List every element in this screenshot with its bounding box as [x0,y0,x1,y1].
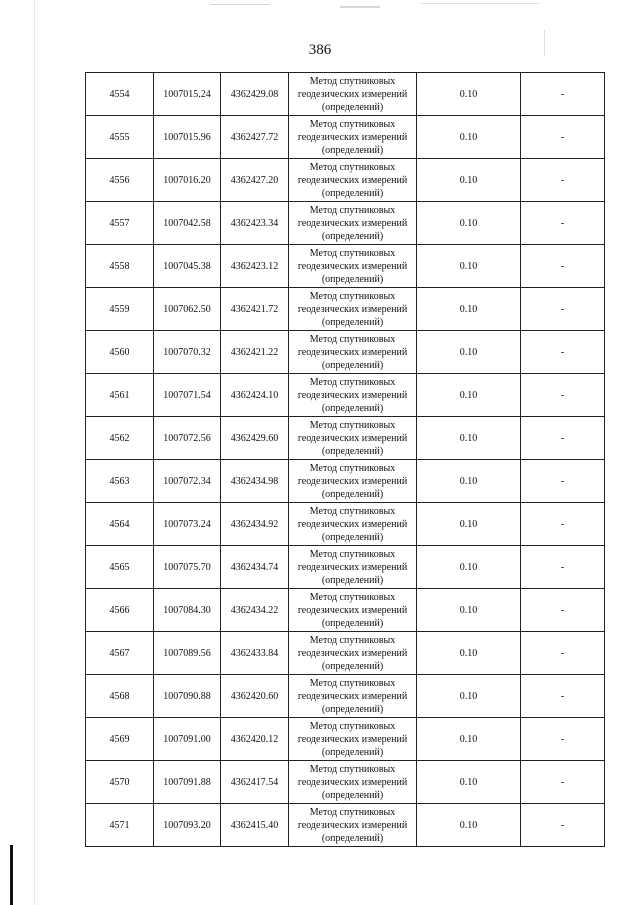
method-cell [289,546,417,589]
method-line: (определений) [321,488,384,500]
accuracy-cell: 0.10 [417,718,521,761]
method-line: геодезических измерений [297,690,408,702]
description-cell: - [521,245,605,288]
x-coordinate-cell: 1007089.56 [154,632,221,675]
description-cell: - [521,159,605,202]
point-number-cell: 4555 [86,116,154,159]
method-line: Метод спутниковых [309,462,396,474]
x-coordinate-cell: 1007072.34 [154,460,221,503]
table-body [86,73,605,847]
table-row [86,417,605,460]
method-line: Метод спутниковых [309,333,396,345]
x-coordinate-cell: 1007075.70 [154,546,221,589]
method-line: геодезических измерений [297,217,408,229]
description-cell: - [521,546,605,589]
method-line: (определений) [321,187,384,199]
description-cell: - [521,331,605,374]
coordinates-table [85,72,605,847]
accuracy-cell: 0.10 [417,417,521,460]
method-line: геодезических измерений [297,389,408,401]
method-line: геодезических измерений [297,776,408,788]
y-coordinate-cell: 4362417.54 [221,761,289,804]
method-cell [289,417,417,460]
description-cell: - [521,589,605,632]
method-line: (определений) [321,402,384,414]
method-line: Метод спутниковых [309,505,396,517]
method-line: Метод спутниковых [309,591,396,603]
method-line: Метод спутниковых [309,204,396,216]
method-line: (определений) [321,746,384,758]
table-row [86,245,605,288]
description-cell: - [521,73,605,116]
y-coordinate-cell: 4362434.98 [221,460,289,503]
point-number-cell: 4565 [86,546,154,589]
description-cell: - [521,761,605,804]
method-line: (определений) [321,316,384,328]
y-coordinate-cell: 4362434.74 [221,546,289,589]
method-line: (определений) [321,101,384,113]
x-coordinate-cell: 1007091.88 [154,761,221,804]
table-row [86,73,605,116]
point-number-cell: 4561 [86,374,154,417]
method-line: геодезических измерений [297,647,408,659]
description-cell: - [521,116,605,159]
point-number-cell: 4559 [86,288,154,331]
x-coordinate-cell: 1007090.88 [154,675,221,718]
method-line: Метод спутниковых [309,161,396,173]
method-line: (определений) [321,789,384,801]
x-coordinate-cell: 1007071.54 [154,374,221,417]
y-coordinate-cell: 4362420.60 [221,675,289,718]
x-coordinate-cell: 1007072.56 [154,417,221,460]
method-line: (определений) [321,832,384,844]
y-coordinate-cell: 4362421.72 [221,288,289,331]
description-cell: - [521,804,605,847]
y-coordinate-cell: 4362433.84 [221,632,289,675]
method-line: (определений) [321,144,384,156]
method-cell [289,460,417,503]
table-row [86,503,605,546]
x-coordinate-cell: 1007091.00 [154,718,221,761]
table-row [86,331,605,374]
method-line: геодезических измерений [297,518,408,530]
method-line: (определений) [321,230,384,242]
accuracy-cell: 0.10 [417,589,521,632]
point-number-cell: 4557 [86,202,154,245]
accuracy-cell: 0.10 [417,460,521,503]
x-coordinate-cell: 1007084.30 [154,589,221,632]
y-coordinate-cell: 4362421.22 [221,331,289,374]
method-line: геодезических измерений [297,260,408,272]
accuracy-cell: 0.10 [417,288,521,331]
table-row [86,761,605,804]
method-line: Метод спутниковых [309,763,396,775]
method-cell [289,245,417,288]
accuracy-cell: 0.10 [417,245,521,288]
method-line: Метод спутниковых [309,677,396,689]
accuracy-cell: 0.10 [417,331,521,374]
point-number-cell: 4566 [86,589,154,632]
method-line: геодезических измерений [297,561,408,573]
y-coordinate-cell: 4362427.20 [221,159,289,202]
y-coordinate-cell: 4362415.40 [221,804,289,847]
accuracy-cell: 0.10 [417,675,521,718]
method-line: геодезических измерений [297,303,408,315]
point-number-cell: 4571 [86,804,154,847]
method-line: геодезических измерений [297,604,408,616]
y-coordinate-cell: 4362423.12 [221,245,289,288]
x-coordinate-cell: 1007070.32 [154,331,221,374]
table-row [86,675,605,718]
point-number-cell: 4554 [86,73,154,116]
point-number-cell: 4560 [86,331,154,374]
method-cell [289,331,417,374]
y-coordinate-cell: 4362429.08 [221,73,289,116]
method-cell [289,73,417,116]
method-line: (определений) [321,660,384,672]
y-coordinate-cell: 4362434.92 [221,503,289,546]
page-number: 386 [308,42,332,58]
table-row [86,546,605,589]
method-line: (определений) [321,703,384,715]
y-coordinate-cell: 4362434.22 [221,589,289,632]
y-coordinate-cell: 4362420.12 [221,718,289,761]
description-cell: - [521,374,605,417]
accuracy-cell: 0.10 [417,804,521,847]
x-coordinate-cell: 1007016.20 [154,159,221,202]
method-line: (определений) [321,617,384,629]
method-line: Метод спутниковых [309,247,396,259]
accuracy-cell: 0.10 [417,202,521,245]
description-cell: - [521,460,605,503]
method-line: геодезических измерений [297,346,408,358]
method-line: (определений) [321,531,384,543]
scan-artifact [340,6,380,8]
accuracy-cell: 0.10 [417,632,521,675]
accuracy-cell: 0.10 [417,116,521,159]
method-cell [289,718,417,761]
scan-artifact [210,4,270,5]
x-coordinate-cell: 1007042.58 [154,202,221,245]
point-number-cell: 4569 [86,718,154,761]
description-cell: - [521,417,605,460]
description-cell: - [521,503,605,546]
x-coordinate-cell: 1007093.20 [154,804,221,847]
scan-edge-mark [10,845,13,905]
method-line: геодезических измерений [297,131,408,143]
method-cell [289,804,417,847]
x-coordinate-cell: 1007073.24 [154,503,221,546]
table-row [86,116,605,159]
method-cell [289,503,417,546]
y-coordinate-cell: 4362429.60 [221,417,289,460]
method-cell [289,589,417,632]
method-line: геодезических измерений [297,819,408,831]
method-line: Метод спутниковых [309,634,396,646]
method-line: геодезических измерений [297,475,408,487]
table-row [86,202,605,245]
method-cell [289,288,417,331]
table-row [86,374,605,417]
method-line: Метод спутниковых [309,290,396,302]
x-coordinate-cell: 1007062.50 [154,288,221,331]
method-cell [289,159,417,202]
scan-artifact [420,3,540,4]
method-line: Метод спутниковых [309,806,396,818]
description-cell: - [521,288,605,331]
point-number-cell: 4570 [86,761,154,804]
method-cell [289,202,417,245]
description-cell: - [521,202,605,245]
table-row [86,159,605,202]
accuracy-cell: 0.10 [417,159,521,202]
method-line: геодезических измерений [297,174,408,186]
point-number-cell: 4563 [86,460,154,503]
x-coordinate-cell: 1007015.96 [154,116,221,159]
method-line: Метод спутниковых [309,419,396,431]
method-line: геодезических измерений [297,88,408,100]
method-cell [289,761,417,804]
method-cell [289,116,417,159]
method-line: Метод спутниковых [309,75,396,87]
table-row [86,460,605,503]
method-line: геодезических измерений [297,733,408,745]
method-line: (определений) [321,574,384,586]
point-number-cell: 4562 [86,417,154,460]
method-line: Метод спутниковых [309,548,396,560]
method-line: (определений) [321,359,384,371]
method-cell [289,632,417,675]
table-row [86,632,605,675]
table-row [86,589,605,632]
point-number-cell: 4558 [86,245,154,288]
point-number-cell: 4564 [86,503,154,546]
y-coordinate-cell: 4362424.10 [221,374,289,417]
description-cell: - [521,718,605,761]
point-number-cell: 4567 [86,632,154,675]
table-row [86,804,605,847]
method-line: Метод спутниковых [309,720,396,732]
x-coordinate-cell: 1007015.24 [154,73,221,116]
method-line: геодезических измерений [297,432,408,444]
accuracy-cell: 0.10 [417,73,521,116]
table-row [86,288,605,331]
description-cell: - [521,632,605,675]
y-coordinate-cell: 4362423.34 [221,202,289,245]
scan-artifact [34,0,35,905]
y-coordinate-cell: 4362427.72 [221,116,289,159]
accuracy-cell: 0.10 [417,503,521,546]
method-line: Метод спутниковых [309,118,396,130]
table-row [86,718,605,761]
x-coordinate-cell: 1007045.38 [154,245,221,288]
method-cell [289,675,417,718]
accuracy-cell: 0.10 [417,546,521,589]
method-cell [289,374,417,417]
accuracy-cell: 0.10 [417,374,521,417]
method-line: (определений) [321,273,384,285]
method-line: (определений) [321,445,384,457]
description-cell: - [521,675,605,718]
point-number-cell: 4568 [86,675,154,718]
accuracy-cell: 0.10 [417,761,521,804]
point-number-cell: 4556 [86,159,154,202]
method-line: Метод спутниковых [309,376,396,388]
